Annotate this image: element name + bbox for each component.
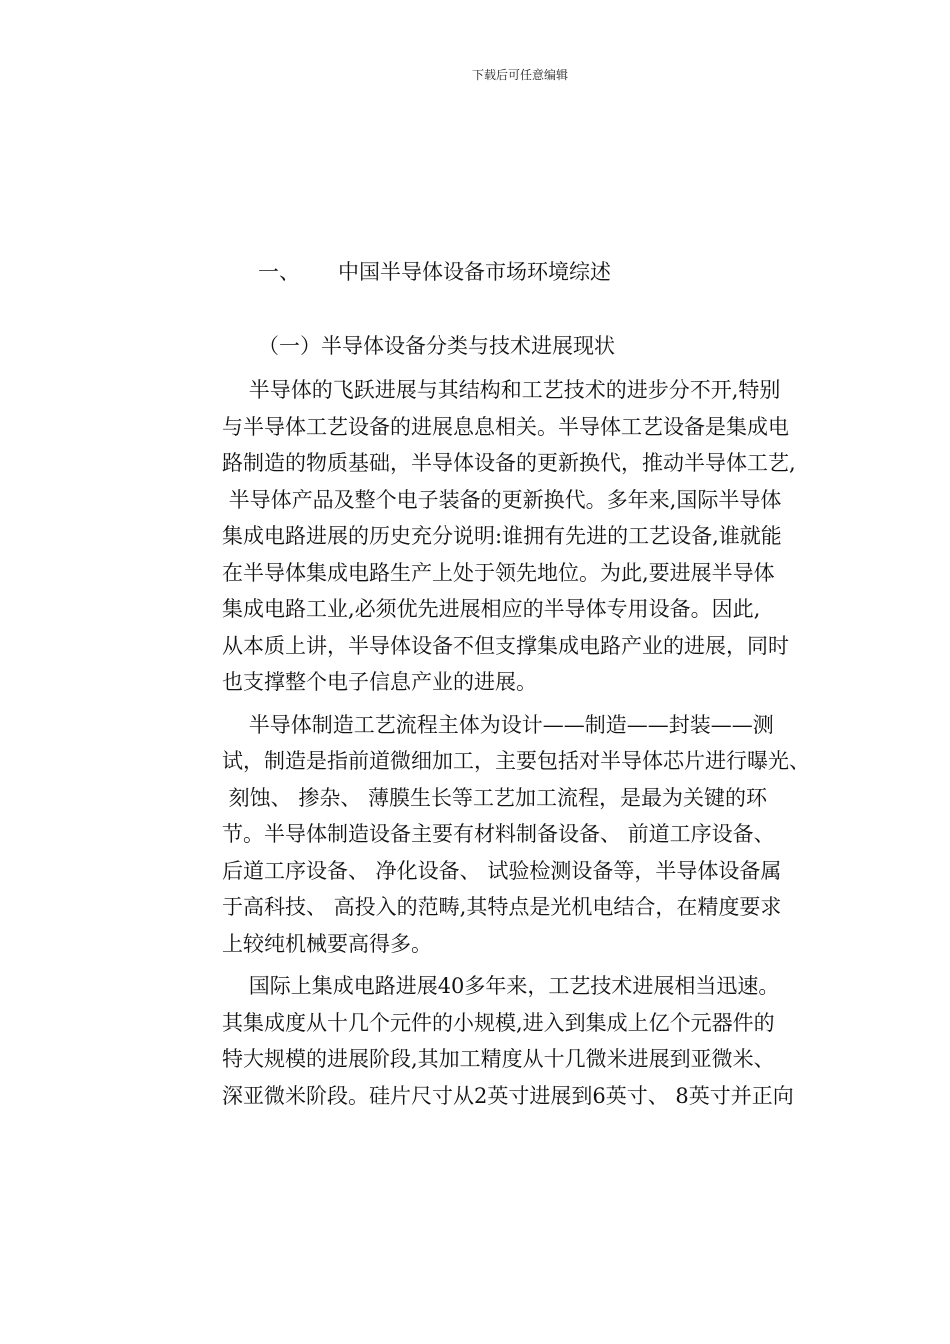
text-line: 半导体的飞跃进展与其结构和工艺技术的进步分不开,特别 xyxy=(222,378,781,402)
text-line: 路制造的物质基础，半导体设备的更新换代，推动半导体工艺, xyxy=(222,451,796,475)
paragraph-1 xyxy=(222,372,862,701)
text-line: 刻蚀、 掺杂、 薄膜生长等工艺加工流程，是最为关键的环 xyxy=(222,785,768,810)
text-line: 上较纯机械要高得多。 xyxy=(222,931,432,956)
text-line: 国际上集成电路进展40多年来，工艺技术进展相当迅速。 xyxy=(222,974,780,998)
text-line: 从本质上讲，半导体设备不但支撑集成电路产业的进展，同时 xyxy=(222,633,789,658)
paragraph-2 xyxy=(222,707,862,963)
text-line: 于高科技、 高投入的范畴,其特点是光机电结合，在精度要求 xyxy=(222,895,782,919)
text-line: 集成电路工业,必须优先进展相应的半导体专用设备。因此, xyxy=(222,597,761,621)
text-line: 半导体产品及整个电子装备的更新换代。多年来,国际半导体 xyxy=(222,487,782,512)
subsection-heading: （一）半导体设备分类与技术进展现状 xyxy=(258,334,615,358)
text-line: 在半导体集成电路生产上处于领先地位。为此,要进展半导体 xyxy=(222,560,775,585)
text-line: 集成电路进展的历史充分说明:谁拥有先进的工艺设备,谁就能 xyxy=(222,524,782,548)
text-line: 与半导体工艺设备的进展息息相关。半导体工艺设备是集成电 xyxy=(222,414,789,439)
section-title: 中国半导体设备市场环境综述 xyxy=(338,260,611,284)
section-heading xyxy=(258,256,611,286)
text-line: 半导体制造工艺流程主体为设计——制造——封装——测 xyxy=(222,712,774,737)
text-line: 也支撑整个电子信息产业的进展。 xyxy=(222,670,537,694)
page-header: 下载后可任意编辑 xyxy=(471,68,568,82)
text-line: 试，制造是指前道微细加工，主要包括对半导体芯片进行曝光、 xyxy=(222,749,810,773)
text-line: 深亚微米阶段。硅片尺寸从2英寸进展到6英寸、 8英寸并正向 xyxy=(222,1083,794,1108)
text-line: 后道工序设备、 净化设备、 试验检测设备等，半导体设备属 xyxy=(222,858,782,883)
body-text xyxy=(222,372,862,1114)
paragraph-3 xyxy=(222,968,862,1114)
section-number: 一、 xyxy=(258,260,300,284)
text-line: 节。半导体制造设备主要有材料制备设备、 前道工序设备、 xyxy=(222,822,775,846)
text-line: 其集成度从十几个元件的小规模,进入到集成上亿个元器件的 xyxy=(222,1010,775,1035)
text-line: 特大规模的进展阶段,其加工精度从十几微米进展到亚微米、 xyxy=(222,1047,775,1071)
